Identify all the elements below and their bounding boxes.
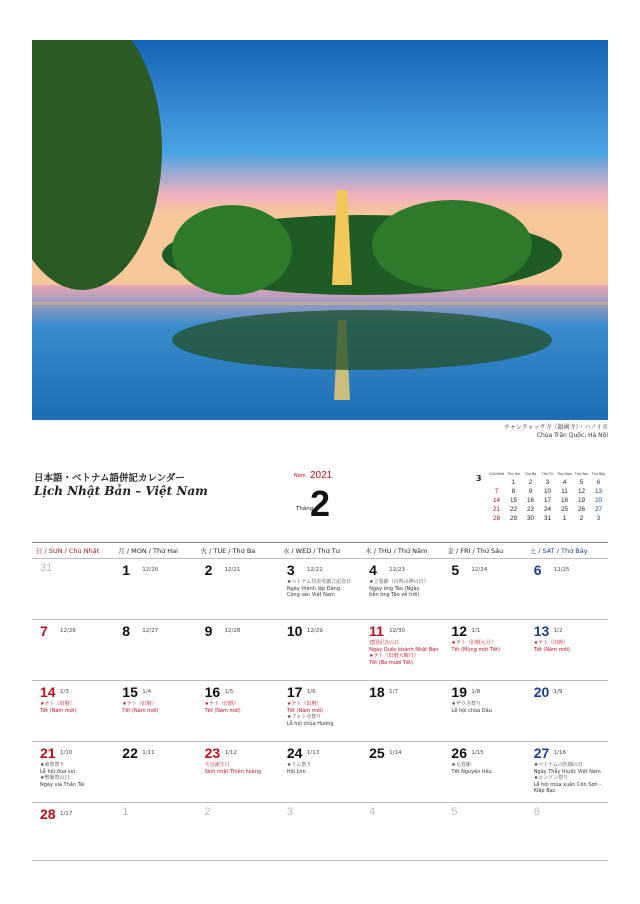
mini-day: 18: [560, 497, 568, 504]
day-cell: [279, 803, 361, 863]
day-cell: [32, 559, 114, 619]
day-cell: [526, 803, 608, 863]
lunar-date: 1/11: [142, 750, 155, 756]
lunar-date: 12/30: [389, 628, 405, 634]
mini-day: 15: [509, 497, 517, 504]
week-row: [32, 619, 608, 680]
mini-day: 25: [560, 506, 568, 513]
day-cell: [279, 620, 361, 680]
lunar-date: 1/10: [60, 750, 73, 756]
day-cell: [114, 559, 196, 619]
day-events: [451, 701, 523, 714]
day-number: 5: [451, 806, 458, 818]
day-events: [287, 701, 359, 727]
mini-day: 11: [561, 488, 568, 495]
day-number: 11: [369, 623, 384, 639]
holiday-text: Tết (Năm mới): [122, 707, 159, 714]
day-cell: [279, 681, 361, 741]
event-text: ★リム祭り: [286, 762, 312, 768]
mini-day: 19: [577, 497, 585, 504]
event-text: ★元宵節: [451, 762, 471, 768]
lunar-date: 1/4: [142, 689, 152, 695]
event-text: Cộng sản Việt Nam: [286, 592, 335, 599]
holiday-text: ★テト（旧暦大晦日）: [369, 653, 419, 660]
day-number: 24: [286, 745, 303, 761]
month-number: 2: [310, 483, 331, 524]
day-cell: [526, 559, 608, 619]
day-cell: [114, 742, 196, 802]
day-cell: [197, 681, 279, 741]
day-cell: [443, 681, 525, 741]
lunar-date: 12/23: [389, 567, 405, 573]
lunar-date: 12/20: [142, 567, 159, 573]
day-number: 8: [122, 623, 131, 639]
event-text: ★ザウ寺祭り: [451, 701, 481, 707]
day-events: [287, 762, 359, 775]
caption-jp: チャンクォック寺（鎮國寺）・ハノイ市: [504, 424, 608, 431]
holiday-text: Tết (Năm mới): [533, 646, 570, 653]
event-text: ★聖師祭の日: [40, 775, 70, 782]
mini-day: 3: [545, 479, 550, 486]
event-text: tiễn ông Táo về trời): [369, 592, 420, 599]
weekday-label: 木 / THU / Thứ Năm: [365, 547, 428, 555]
mini-day: 2: [579, 515, 584, 522]
mini-week-row: [488, 478, 607, 487]
weekday-label: 金 / FRI / Thứ Sáu: [447, 547, 504, 555]
temple-photo: [32, 40, 608, 420]
day-number: 22: [122, 745, 138, 761]
day-cell: [32, 681, 114, 741]
day-number: 25: [369, 745, 385, 761]
day-number: 6: [533, 562, 542, 578]
lunar-date: 1/2: [553, 628, 563, 634]
mini-day: 6: [596, 479, 601, 486]
mini-header-row: [488, 470, 607, 478]
day-cell: [526, 742, 608, 802]
mini-day: 4: [562, 479, 567, 486]
mini-day: 2: [528, 479, 533, 486]
lunar-date: 12/27: [142, 628, 159, 634]
day-events: [287, 579, 359, 599]
day-number: 28: [40, 806, 56, 822]
photo-caption: [504, 424, 608, 440]
day-cell: [197, 559, 279, 619]
lunar-date: 12/28: [224, 628, 241, 634]
day-number: 12: [451, 623, 467, 639]
weekday-label: 月 / MON / Thứ Hai: [118, 547, 178, 555]
day-cell: [443, 559, 525, 619]
mini-day: 24: [543, 506, 551, 513]
event-text: Ngày Thầy thuốc Việt Nam: [533, 768, 601, 775]
lunar-date: 12/26: [60, 628, 76, 634]
month-label: Tháng: [296, 506, 314, 512]
mini-day: 1: [511, 479, 516, 486]
event-text: Kiếp Bạc: [533, 788, 556, 795]
mini-day: 7: [494, 488, 499, 495]
mini-weekday: Thứ Sáu: [574, 472, 589, 476]
mini-day: 31: [543, 515, 551, 522]
day-number: 6: [533, 806, 540, 818]
day-cell: [197, 742, 279, 802]
event-text: Tết Nguyên tiêu: [451, 768, 492, 775]
mini-day: 26: [577, 506, 585, 513]
day-number: 31: [40, 562, 53, 574]
event-text: Lễ hội chùa Hương: [286, 720, 334, 727]
holiday-text: Ngày Quốc khánh Nhật Bản: [369, 646, 439, 653]
event-text: Ngày ông Táo (Ngày: [369, 585, 420, 592]
year-label: Năm: [294, 473, 306, 479]
mini-day: 10: [543, 488, 551, 495]
year-value: 2021: [310, 470, 333, 481]
calendar-title-vn: Lịch Nhật Bản – Việt Nam: [34, 484, 208, 498]
mini-day: 21: [492, 506, 500, 513]
lunar-date: 1/8: [471, 689, 481, 695]
next-month-mini-calendar: [476, 470, 608, 530]
day-number: 21: [40, 745, 56, 761]
day-number: 3: [286, 806, 293, 818]
caption-vn: Chùa Trấn Quốc, Hà Nội: [536, 432, 608, 439]
day-cell: [197, 803, 279, 863]
day-cell: [32, 803, 114, 863]
event-text: ★コンソン祭り: [533, 775, 569, 782]
day-cell: [361, 681, 443, 741]
day-cell: [443, 742, 525, 802]
lunar-date: 1/16: [553, 750, 567, 756]
day-number: 1: [122, 806, 129, 818]
event-text: Ngày thành lập Đảng: [286, 585, 340, 592]
day-number: 15: [122, 684, 138, 700]
day-number: 16: [204, 684, 221, 700]
day-number: 27: [533, 745, 550, 761]
day-number: 19: [451, 684, 467, 700]
lunar-date: 1/7: [389, 689, 398, 695]
lunar-date: 1/9: [553, 689, 563, 695]
day-cell: [114, 681, 196, 741]
calendar-title-jp: 日本語・ベトナム語併記カレンダー: [34, 473, 185, 484]
mini-day: 12: [577, 488, 585, 495]
day-number: 13: [533, 623, 550, 639]
day-number: 5: [451, 562, 460, 578]
event-text: ★立春節（台所の神の日）: [369, 579, 429, 585]
mini-day: 13: [594, 488, 602, 495]
lunar-date: 1/13: [306, 750, 320, 756]
day-number: 23: [204, 745, 221, 761]
holiday-text: Sinh nhật Thiên hoàng: [204, 768, 262, 775]
holiday-text: ★テト（旧暦）: [286, 701, 322, 707]
mini-day: 5: [579, 479, 584, 486]
event-text: ★フォン寺祭り: [286, 714, 322, 721]
month-heading: [292, 472, 352, 532]
event-text: Lễ hội đua voi: [40, 768, 76, 775]
lunar-date: 12/29: [306, 628, 323, 634]
weekday-label: 火 / TUE / Thứ Ba: [200, 547, 256, 555]
weekday-label: 水 / WED / Thứ Tư: [282, 547, 340, 555]
holiday-text: 天皇誕生日: [204, 762, 230, 768]
week-row: [32, 558, 608, 619]
day-number: 26: [451, 745, 467, 761]
day-cell: [114, 803, 196, 863]
day-number: 10: [286, 623, 303, 639]
lunar-date: 1/17: [60, 811, 73, 817]
event-text: Ngày vía Thần Tài: [40, 781, 85, 788]
day-number: 2: [204, 562, 213, 578]
day-number: 2: [204, 806, 211, 818]
lunar-date: 1/3: [60, 689, 69, 695]
day-cell: [361, 742, 443, 802]
day-number: 4: [369, 562, 377, 578]
mini-day: 17: [543, 497, 551, 504]
lunar-date: 1/14: [389, 750, 402, 756]
holiday-text: ★テト（旧暦）: [122, 701, 157, 707]
mini-day: 1: [562, 515, 567, 522]
mini-day: 27: [594, 506, 602, 513]
event-text: Hội Lim: [286, 768, 306, 775]
lunar-date: 1/5: [224, 689, 234, 695]
day-cell: [114, 620, 196, 680]
event-text: Lễ hội mùa xuân Côn Sơn -: [533, 781, 602, 788]
mini-day: 16: [526, 497, 534, 504]
day-number: 4: [369, 806, 376, 818]
day-cell: [526, 681, 608, 741]
day-cell: [32, 620, 114, 680]
weekday-label: 土 / SAT / Thứ Bảy: [529, 547, 588, 555]
event-text: ★童祭祭り: [40, 762, 65, 768]
day-cell: [526, 620, 608, 680]
day-number: 14: [40, 684, 56, 700]
day-events: [534, 762, 606, 795]
mini-day: 22: [509, 506, 517, 513]
holiday-text: ★テト（旧暦）: [40, 701, 75, 707]
event-text: ★ベトナムの医師の日: [533, 762, 583, 768]
mini-day: 9: [528, 488, 533, 495]
holiday-text: ★テト（旧暦元旦）: [451, 640, 496, 646]
day-number: 18: [369, 684, 385, 700]
day-events: [40, 701, 112, 714]
mini-day: 8: [511, 488, 516, 495]
week-row: [32, 802, 608, 863]
day-cell: [443, 620, 525, 680]
mini-week-row: [488, 505, 607, 514]
holiday-text: 建国記念の日: [369, 640, 400, 646]
mini-weekday: Thứ Bảy: [591, 472, 606, 476]
day-number: 9: [204, 623, 213, 639]
mini-weekday: Thứ Ba: [524, 472, 537, 476]
lunar-date: 1/6: [306, 689, 316, 695]
holiday-text: ★テト（旧暦）: [533, 640, 569, 646]
day-cell: [197, 620, 279, 680]
day-events: [451, 762, 523, 775]
mini-week-row: [488, 487, 607, 496]
mini-week-row: [488, 514, 607, 523]
day-cell: [361, 620, 443, 680]
mini-day: 28: [492, 515, 500, 522]
day-cell: [361, 803, 443, 863]
day-number: 1: [122, 562, 131, 578]
day-events: [205, 701, 277, 714]
event-text: ★ベトナム共産党創立記念日: [286, 579, 352, 585]
day-number: 17: [286, 684, 303, 700]
day-number: 3: [286, 562, 295, 578]
holiday-text: Tết (Năm mới): [286, 707, 324, 714]
bottom-divider: [32, 860, 608, 861]
day-events: [369, 579, 441, 599]
holiday-text: Tết (Ba mươi Tết): [369, 659, 413, 666]
lunar-date: 1/15: [471, 750, 484, 756]
lunar-date: 12/22: [306, 567, 323, 573]
mini-calendar-grid: [488, 470, 607, 523]
day-events: [122, 701, 194, 714]
mini-day: 29: [509, 515, 517, 522]
week-row: [32, 680, 608, 741]
temple-landscape-image: [32, 40, 608, 420]
day-cell: [32, 742, 114, 802]
mini-weekday: Thứ Hai: [507, 472, 520, 476]
day-cell: [279, 559, 361, 619]
mini-weekday: Thứ Năm: [557, 472, 572, 476]
mini-day: 30: [526, 515, 534, 522]
mini-weekday: Thứ Tư: [541, 472, 554, 476]
mini-day: 23: [526, 506, 534, 513]
holiday-text: Tết (Mùng một Tết): [451, 646, 500, 653]
mini-day: 14: [492, 497, 500, 504]
day-number: 7: [40, 623, 48, 639]
week-row: [32, 741, 608, 802]
holiday-text: ★テト（旧暦）: [204, 701, 240, 707]
mini-weekday: Chủ Nhật: [489, 472, 504, 476]
day-events: [534, 640, 606, 653]
day-cell: [443, 803, 525, 863]
lunar-date: 12/21: [224, 567, 241, 573]
lunar-date: 1/1: [471, 628, 481, 634]
weekday-label: 日 / SUN / Chủ Nhật: [36, 547, 100, 555]
day-events: [40, 762, 112, 788]
weekday-header: [32, 542, 608, 559]
day-events: [205, 762, 277, 775]
lunar-date: 12/24: [471, 567, 488, 573]
day-number: 20: [533, 684, 550, 700]
holiday-text: Tết (Năm mới): [204, 707, 241, 714]
day-events: [369, 640, 441, 666]
day-events: [451, 640, 523, 653]
mini-day: [488, 478, 505, 487]
mini-day: 20: [594, 497, 602, 504]
mini-month-number: 3: [476, 474, 482, 483]
mini-day: 3: [596, 515, 601, 522]
mini-week-row: [488, 496, 607, 505]
calendar-grid: [32, 558, 608, 863]
day-cell: [279, 742, 361, 802]
event-text: Lễ hội chùa Dâu: [451, 707, 492, 714]
lunar-date: 12/25: [553, 567, 570, 573]
lunar-date: 1/12: [224, 750, 237, 756]
holiday-text: Tết (Năm mới): [40, 707, 77, 714]
day-cell: [361, 559, 443, 619]
